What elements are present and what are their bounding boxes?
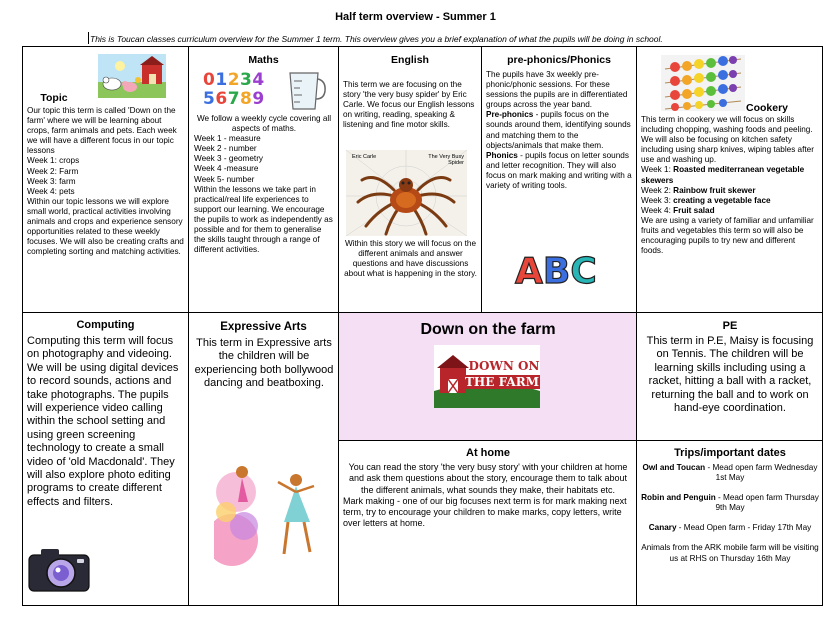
text-cursor xyxy=(88,32,89,44)
topic-outro: Within our topic lessons we will explore small world, practical activities involving animals and crops and experience sensory opportunities related to these weekly focuses. We will also be creating crafts and completing sorting and matching activities. xyxy=(27,196,184,257)
spider-book-cover xyxy=(346,150,467,236)
maths-numbers-picture xyxy=(203,71,278,109)
cookery-week-value: Roasted mediterranean vegetable skewers xyxy=(641,165,805,185)
number-row xyxy=(203,71,278,90)
number-row xyxy=(203,90,278,109)
trip-text: - Mead open farm Wednesday 1st May xyxy=(705,463,818,483)
arts-text: This term in Expressive arts the children will be experiencing both bollywood dancing and beatboxing. xyxy=(194,337,334,390)
cookery-week xyxy=(641,206,819,216)
farm-animals-picture xyxy=(98,54,166,98)
digit: 3 xyxy=(240,70,253,90)
cookery-week-value: Rainbow fruit skewer xyxy=(673,185,756,195)
topic-week: Week 3: farm xyxy=(27,176,76,186)
maths-week: Week 3 - geometry xyxy=(194,154,264,164)
trip-item xyxy=(641,493,819,513)
grid-pe-divider xyxy=(636,440,823,441)
cookery-heading: Cookery xyxy=(746,102,789,114)
cookery-week-label: Week 1: xyxy=(641,165,674,175)
maths-heading: Maths xyxy=(248,54,279,66)
trip-text: - Mead Open farm - Friday 17th May xyxy=(676,523,812,533)
cookery-week-value: Fruit salad xyxy=(673,205,715,215)
digit: 6 xyxy=(215,89,228,109)
arts-heading: Expressive Arts xyxy=(220,321,307,333)
farm-heading: Down on the farm xyxy=(420,321,556,338)
abc-letter: A xyxy=(515,251,543,292)
topic-body xyxy=(27,106,185,257)
grid-border-bottom xyxy=(22,605,823,606)
topic-week: Week 2: Farm xyxy=(27,166,79,176)
home-body xyxy=(343,462,633,530)
prephonics-text: - pupils focus on the sounds around them, identifying sounds and matching them to the objects/animals that make them. xyxy=(486,110,631,150)
cookery-week xyxy=(641,186,819,196)
cookery-week xyxy=(641,196,819,206)
maths-body xyxy=(194,114,334,255)
book-title: The Very Busy Spider xyxy=(428,154,464,166)
home-heading: At home xyxy=(466,447,510,459)
trip-group: Canary xyxy=(648,523,677,533)
pe-text: This term in P.E, Maisy is focusing on Tennis. The children will be learning skills including using a racket, hitting a ball with a racket, returning the ball and to work on hand-eye coordination. xyxy=(646,335,814,415)
intro-text: This is Toucan classes curriculum overview for the Summer 1 term. This overview gives you a brief explanation of what the pupils will be doing in school. xyxy=(90,34,663,44)
measuring-jug-icon xyxy=(284,69,328,113)
topic-heading: Topic xyxy=(40,92,68,104)
trip-group: Owl and Toucan xyxy=(642,463,706,472)
english-intro: This term we are focusing on the story 'the very busy spider' by Eric Carle. We focus our English lessons on writing, reading, speaking & listening and fine motor skills. xyxy=(343,80,475,130)
abc-picture xyxy=(515,250,605,298)
phonics-intro: The pupils have 3x weekly pre-phonic/phonic sessions. For these sessions the pupils are in differentiated groups across the year band. xyxy=(486,70,628,110)
topic-week: Week 4: pets xyxy=(27,186,75,196)
logo-text-line1: DOWN ON xyxy=(468,359,540,373)
trips-heading: Trips/important dates xyxy=(674,447,786,459)
english-heading: English xyxy=(391,54,429,66)
phonics-heading: pre-phonics/Phonics xyxy=(507,54,611,66)
digit: 0 xyxy=(203,70,216,90)
abc-letter: B xyxy=(542,251,571,292)
digit: 1 xyxy=(215,70,228,90)
maths-week: Week 5- number xyxy=(194,174,255,184)
cookery-intro: This term in cookery we will focus on skills including chopping, washing foods and peeling. We will also be focusing on kitchen safety including using sharp knives, wiping tables after use and washing up. xyxy=(641,115,814,165)
phonics-paragraph xyxy=(486,151,632,191)
trip-item xyxy=(641,463,819,483)
grid-row-divider xyxy=(22,312,823,313)
phonics-text: - pupils focus on letter sounds and letter recognition. They will also focus on mark making and writing with a variety of writing tools. xyxy=(486,150,632,191)
home-paragraph-2: Mark making - one of our big focuses next term is for mark making next term, try to encourage your children to make marks, copy letters, write over letters at home. xyxy=(343,495,627,529)
camera-icon xyxy=(27,545,91,593)
digit: 7 xyxy=(227,89,241,109)
phonics-label: Phonics xyxy=(486,150,518,160)
pe-heading: PE xyxy=(722,320,738,332)
cookery-outro: We are using a variety of familiar and unfamiliar fruits and vegetables this term so will also be encouraging pupils to try new and different foods. xyxy=(641,215,814,256)
page-title: Half term overview - Summer 1 xyxy=(335,11,496,23)
cookery-week xyxy=(641,165,819,185)
topic-intro: Our topic this term is called 'Down on the farm' where we will be learning about crops, farm animals and pets. Each week we will have a different focus in our topic lessons xyxy=(27,106,177,156)
trip-text: - Mead open farm Thursday 9th May xyxy=(715,493,819,513)
maths-week: Week 1 - measure xyxy=(194,134,261,144)
digit: 2 xyxy=(227,70,241,90)
trip-group: Robin and Penguin xyxy=(641,493,716,503)
prephonics-paragraph xyxy=(486,110,632,150)
cookery-week-label: Week 2: xyxy=(641,185,674,195)
maths-week: Week 2 - number xyxy=(194,144,257,154)
maths-outro: Within the lessons we take part in practical/real life experiences to support our learning. We encourage the pupils to work as independently as possible and for them to generalise the skills taught through a range of different activities. xyxy=(194,184,333,255)
cookery-week-label: Week 3: xyxy=(641,195,674,205)
prephonics-label: Pre-phonics xyxy=(486,110,534,120)
digit: 9 xyxy=(252,89,265,109)
dancers-picture xyxy=(214,462,326,574)
trip-item xyxy=(641,523,819,533)
grid-border-top xyxy=(22,46,823,47)
phonics-body xyxy=(486,70,632,191)
grid-col-3 xyxy=(481,46,482,313)
maths-intro: We follow a weekly cycle covering all aspects of maths. xyxy=(196,114,332,134)
cookery-body xyxy=(641,115,819,256)
computing-text: Computing this term will focus on photography and videoing. We will be using digital devices to record sounds, actions and take photographs. The pupils will experience video calling within the school setting and using green screening technology to create a small video of 'old Macdonald'. They will also explore photo editing programs to create different effects and filters. xyxy=(27,335,179,508)
cookery-week-label: Week 4: xyxy=(641,205,674,215)
maths-week: Week 4 -measure xyxy=(194,164,259,174)
computing-heading: Computing xyxy=(76,319,135,331)
abc-letter: C xyxy=(570,251,597,292)
grid-farm-divider xyxy=(338,440,637,441)
book-author: Eric Carle xyxy=(352,154,377,160)
digit: 4 xyxy=(252,70,265,90)
trip-note: Animals from the ARK mobile farm will be visiting us at RHS on Thursday 16th May xyxy=(641,543,819,563)
trips-body xyxy=(641,463,819,564)
digit: 5 xyxy=(203,89,216,109)
home-paragraph-1: You can read the story 'the very busy story' with your children at home and ask them questions about the story, encourage them to talk about the different animals, what sounds they make, their habitats etc. xyxy=(348,462,628,495)
english-outro: Within this story we will focus on the different animals and answer questions and have discussions about what is happening in the story. xyxy=(344,239,477,279)
cookery-week-value: creating a vegetable face xyxy=(673,195,771,205)
digit: 8 xyxy=(240,89,253,109)
logo-text-line2: THE FARM xyxy=(465,375,539,389)
topic-week: Week 1: crops xyxy=(27,156,80,166)
farm-logo xyxy=(434,345,540,408)
fruit-skewers-picture xyxy=(661,55,745,111)
